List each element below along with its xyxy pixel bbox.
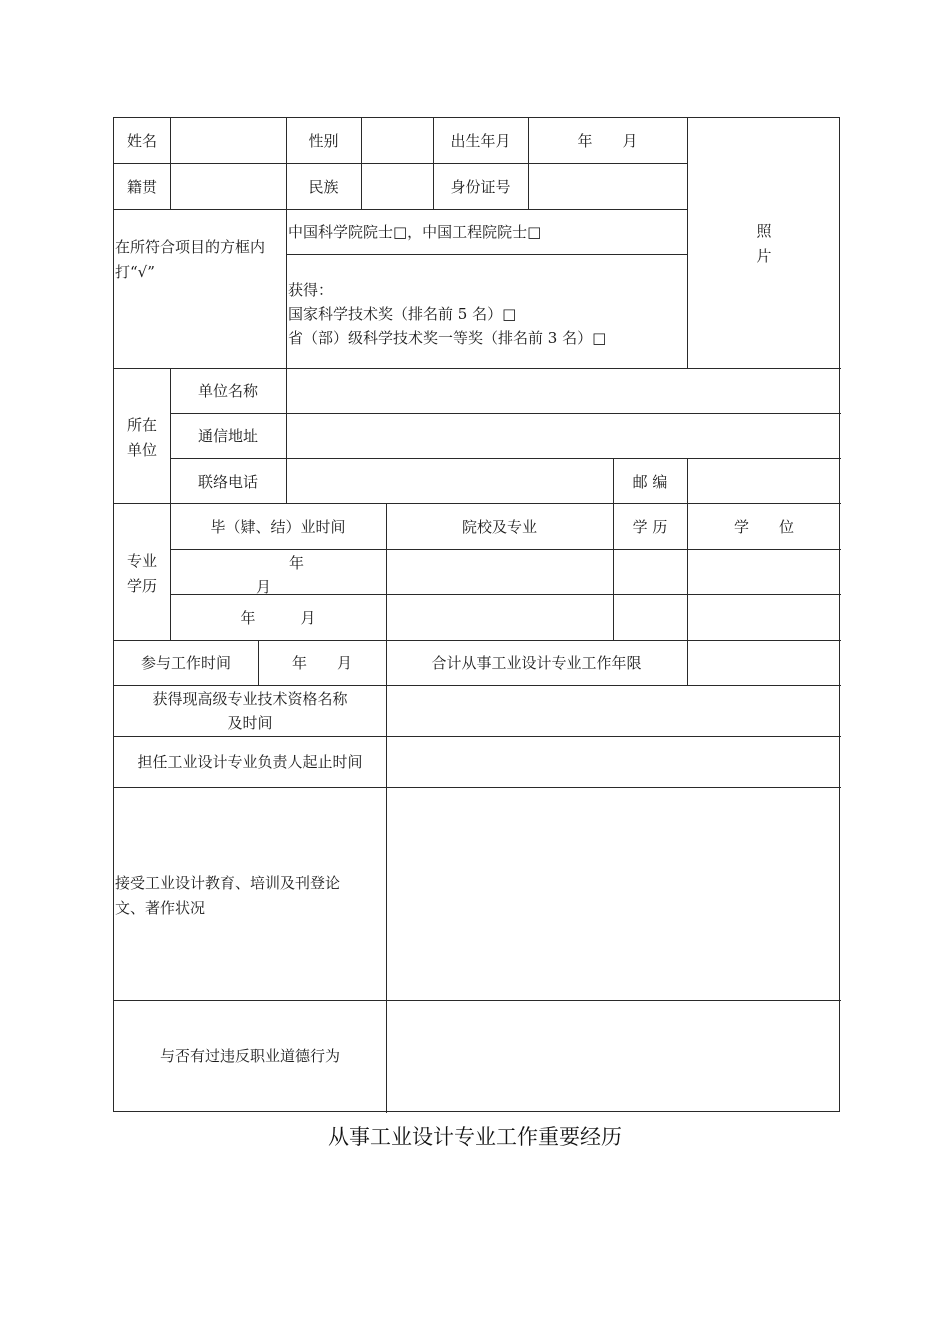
col-divider [361, 118, 362, 209]
col-divider [170, 368, 171, 640]
application-form-table [113, 117, 840, 1112]
provincial-award-option[interactable]: 省（部）级科学技术奖一等奖（排名前 3 名）□ [288, 329, 607, 347]
unit-group-2: 单位 [126, 441, 157, 459]
record-header: 学 历 [632, 518, 668, 536]
education-group-1: 专业 [126, 552, 157, 570]
col-divider [687, 118, 688, 368]
col-divider [286, 209, 287, 368]
ethics-label: 与否有过违反职业道德行为 [159, 1047, 340, 1065]
national-award-option[interactable]: 国家科学技术奖（排名前 5 名）□ [288, 305, 517, 323]
work-start-date: 年 月 [291, 654, 352, 672]
photo-label-2: 片 [756, 247, 772, 265]
native-place-label: 籍贯 [126, 178, 157, 196]
total-years-label: 合计从事工业设计专业工作年限 [431, 654, 642, 672]
birth-date-placeholder: 年 月 [577, 132, 638, 150]
row-divider [114, 736, 841, 737]
section-title: 从事工业设计专业工作重要经历 [328, 1125, 622, 1149]
education-group-2: 学历 [126, 577, 157, 595]
qualification-label-1: 获得现高级专业技术资格名称 [152, 690, 348, 708]
training-label-1: 接受工业设计教育、培训及刊登论 [115, 874, 341, 892]
training-label-2: 文、著作状况 [115, 899, 206, 917]
row-divider [170, 413, 841, 414]
row1-month: 月 [256, 578, 272, 596]
qualification-label-2: 及时间 [227, 714, 273, 732]
phone-label: 联络电话 [197, 473, 258, 491]
row-divider [114, 368, 841, 369]
photo-label-1: 照 [756, 222, 772, 240]
birth-label: 出生年月 [450, 132, 511, 150]
row-divider [114, 163, 687, 164]
grad-time-header: 毕（肄、结）业时间 [210, 518, 346, 536]
row-divider [114, 209, 687, 210]
leader-period-label: 担任工业设计专业负责人起止时间 [137, 753, 363, 771]
row-divider [114, 503, 841, 504]
award-title: 获得： [288, 281, 334, 299]
row-divider [170, 458, 841, 459]
degree-header: 学 位 [733, 518, 794, 536]
row-divider [114, 787, 841, 788]
row-divider [114, 1000, 841, 1001]
work-start-label: 参与工作时间 [140, 654, 231, 672]
check-instruction-1: 在所符合项目的方框内 [115, 238, 266, 256]
row2-date: 年 月 [240, 609, 316, 627]
row-divider [114, 685, 841, 686]
row-divider [286, 254, 687, 255]
address-label: 通信地址 [197, 427, 258, 445]
unit-group-1: 所在 [126, 416, 157, 434]
col-divider [386, 640, 387, 1113]
col-divider [286, 368, 287, 503]
row1-year: 年 [289, 554, 305, 572]
id-number-label: 身份证号 [450, 178, 511, 196]
row-divider [114, 640, 841, 641]
school-header: 院校及专业 [461, 518, 537, 536]
academician-options[interactable]: 中国科学院院士□，中国工程院院士□ [288, 223, 542, 241]
unit-name-label: 单位名称 [197, 382, 258, 400]
row-divider [170, 549, 841, 550]
ethnicity-label: 民族 [308, 178, 339, 196]
postcode-label: 邮 编 [632, 473, 668, 491]
name-label: 姓名 [126, 132, 157, 150]
col-divider [687, 458, 688, 503]
check-instruction-2: 打“√” [115, 263, 155, 281]
col-divider [170, 118, 171, 209]
gender-label: 性别 [308, 132, 339, 150]
